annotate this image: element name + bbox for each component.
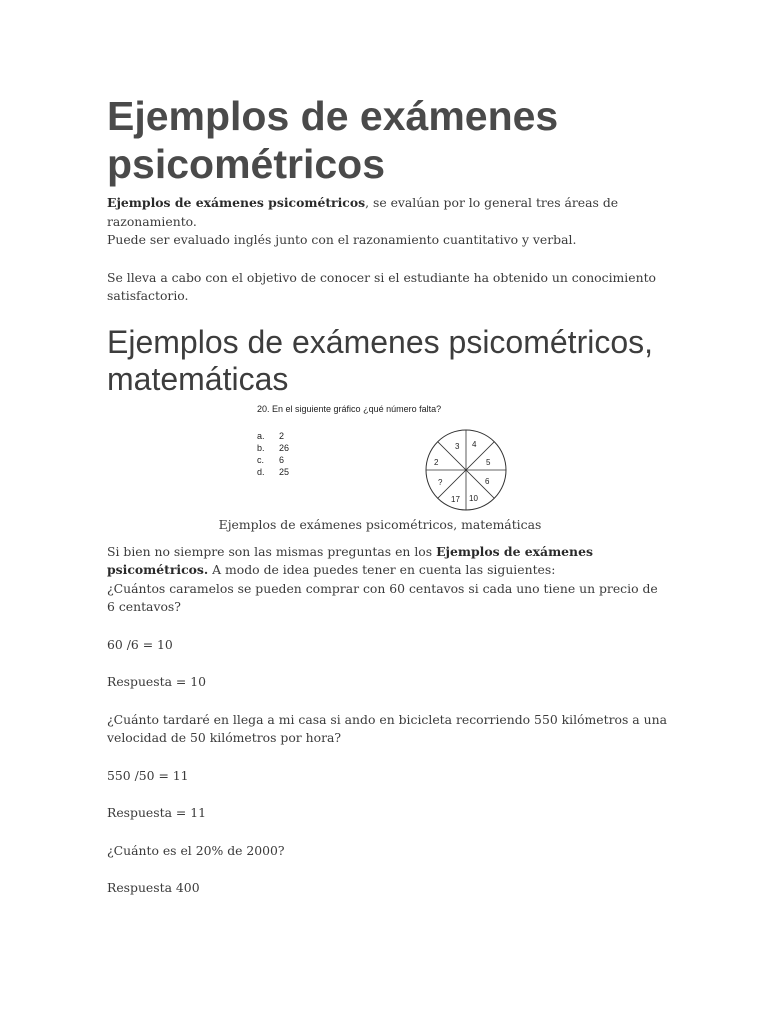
option-item: d. 25 [257,466,290,477]
wheel-number: 5 [486,457,491,467]
figure-image [256,404,511,510]
number-wheel [424,428,508,512]
page-title: Ejemplos de exámenes psicométricos [107,93,559,187]
spacer [107,860,667,879]
intro-bold: Ejemplos de exámenes psicométricos [107,195,366,210]
option-item: b. 26 [257,442,290,453]
answer-1: Respuesta = 10 [107,674,207,689]
intro-rest: , se evalúan por lo general tres áreas de razonamiento. [107,195,619,229]
spacer [107,617,667,636]
section-heading: Ejemplos de exámenes psicométricos, matemáticas [107,323,654,397]
figure-caption: Ejemplos de exámenes psicométricos, matemáticas [218,516,542,532]
intro-line2: Puede ser evaluado inglés junto con el razonamiento cuantitativo y verbal. [107,232,577,247]
wheel-number: 17 [451,494,460,504]
calculation-2: 550 /50 = 11 [107,767,189,783]
math-figure [107,404,667,516]
option-item: c. 6 [257,454,285,465]
spacer [107,654,667,673]
question-1: ¿Cuántos caramelos se pueden comprar con 60 centavos si cada uno tiene un precio de 6 centavos? [107,580,658,614]
answer-3: Respuesta 400 [107,880,200,895]
option-item: a. 2 [257,430,285,441]
section2-rest: A modo de idea puedes tener en cuenta las siguientes: [208,562,556,577]
spacer [107,692,667,711]
calculation-1: 60 /6 = 10 [107,636,173,652]
question-3: ¿Cuánto es el 20% de 2000? [107,842,285,858]
intro-paragraph [107,194,667,250]
intro-paragraph-2: Se lleva a cabo con el objetivo de conocer si el estudiante ha obtenido un conocimiento satisfactorio. [107,269,657,303]
figure-options [257,430,289,478]
spacer [107,250,667,269]
document-page [107,92,667,898]
wheel-number: 6 [485,476,490,486]
wheel-number: 4 [472,439,477,449]
question-2: ¿Cuánto tardaré en llega a mi casa si ando en bicicleta recorriendo 550 kilómetros a una velocidad de 50 kilómetros por hora? [107,711,667,745]
spacer [107,785,667,804]
figure-question: 20. En el siguiente gráfico ¿qué número falta? [257,403,442,414]
wheel-number: 3 [455,441,460,451]
section2-bold: Ejemplos de exámenes psicométricos. [107,543,593,577]
wheel-number: 2 [434,457,439,467]
wheel-number: 10 [469,493,478,503]
spacer [107,823,667,842]
spacer [107,748,667,767]
section2-lead: Si bien no siempre son las mismas preguntas en los [107,543,437,559]
answer-2: Respuesta = 11 [107,805,207,820]
wheel-number: ? [438,477,443,487]
section2-paragraph [107,543,667,617]
